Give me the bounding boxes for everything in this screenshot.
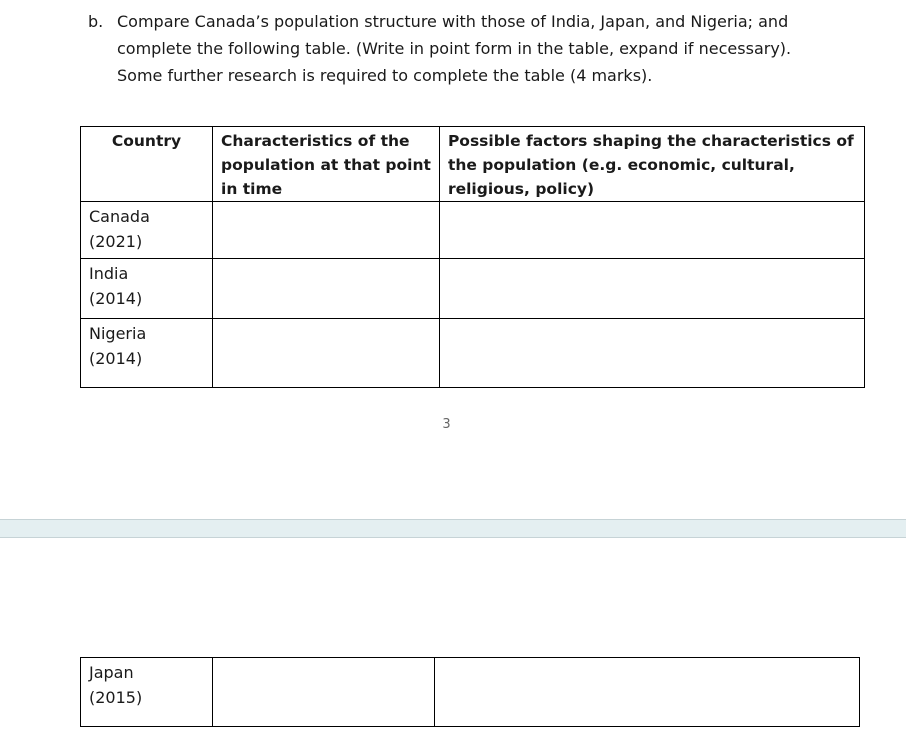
header-country: Country <box>81 127 213 202</box>
country-cell <box>81 259 213 319</box>
page-number: 3 <box>442 417 451 432</box>
characteristics-answer-cell[interactable] <box>213 202 440 259</box>
factors-answer-cell[interactable] <box>435 658 860 727</box>
comparison-table <box>80 126 865 388</box>
country-cell <box>81 202 213 259</box>
comparison-table-continued <box>80 657 860 727</box>
characteristics-answer-cell[interactable] <box>213 259 440 319</box>
question-line: Some further research is required to complete the table (4 marks). <box>117 66 653 85</box>
characteristics-answer-cell[interactable] <box>213 658 435 727</box>
header-characteristics: Characteristics of the population at that point in time <box>213 127 440 202</box>
country-year: (2014) <box>89 349 143 368</box>
factors-answer-cell[interactable] <box>439 202 864 259</box>
country-year: (2015) <box>89 688 143 707</box>
document-page-4 <box>0 538 906 747</box>
table-row <box>81 202 865 259</box>
table-header-row <box>81 127 865 202</box>
country-name: Nigeria <box>89 324 147 343</box>
page-break-gap <box>0 519 906 538</box>
question-line: complete the following table. (Write in point form in the table, expand if necessary). <box>117 39 792 58</box>
header-factors: Possible factors shaping the characteristics of the population (e.g. economic, cultural, religious, policy) <box>439 127 864 202</box>
country-cell <box>81 658 213 727</box>
country-name: India <box>89 264 129 283</box>
table-row <box>81 319 865 388</box>
question-line: Compare Canada’s population structure with those of India, Japan, and Nigeria; and <box>117 12 789 31</box>
question-text <box>117 8 847 89</box>
question-marker: b. <box>88 12 104 31</box>
factors-answer-cell[interactable] <box>439 259 864 319</box>
characteristics-answer-cell[interactable] <box>213 319 440 388</box>
country-year: (2021) <box>89 232 143 251</box>
table-row <box>81 658 860 727</box>
country-cell <box>81 319 213 388</box>
country-name: Japan <box>89 663 134 682</box>
factors-answer-cell[interactable] <box>439 319 864 388</box>
table-row <box>81 259 865 319</box>
country-year: (2014) <box>89 289 143 308</box>
country-name: Canada <box>89 207 150 226</box>
